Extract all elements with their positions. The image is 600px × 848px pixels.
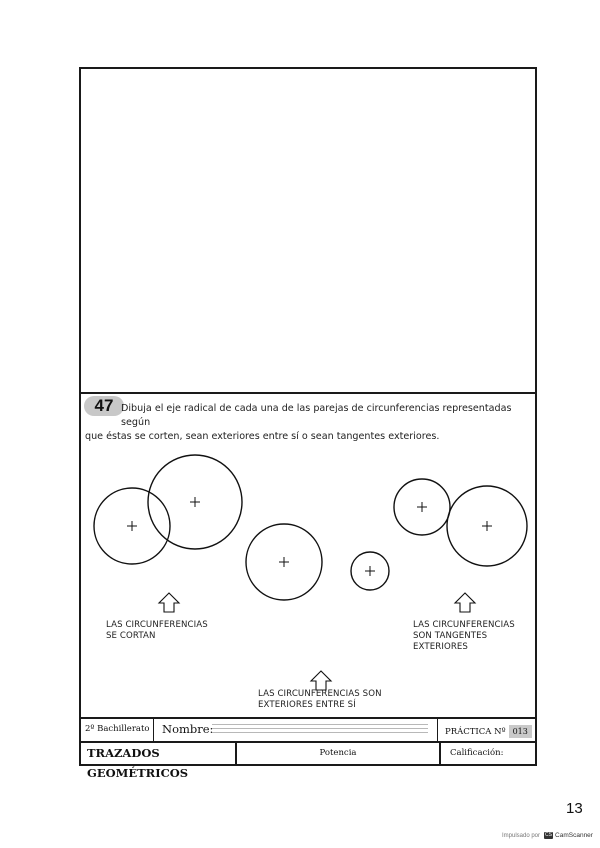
- name-writing-lines: [212, 724, 428, 736]
- label-se-cortan-line-2: SE CORTAN: [106, 631, 156, 641]
- arrow-up-exteriores-icon: [311, 671, 331, 690]
- center-mark-2: [190, 497, 200, 507]
- topic-name: Potencia: [235, 743, 439, 764]
- exercise-statement: [85, 402, 525, 444]
- label-exteriores-entre-si: [258, 689, 382, 711]
- label-se-cortan: [106, 620, 208, 642]
- name-label: Nombre:: [162, 722, 214, 736]
- arrow-up-tangentes-icon: [455, 593, 475, 612]
- label-exteriores-line-1: LAS CIRCUNFERENCIAS SON: [258, 689, 382, 699]
- footer-row-name: [81, 717, 535, 741]
- practice-number: 013: [509, 725, 532, 738]
- center-mark-1: [127, 521, 137, 531]
- label-tangentes-line-3: EXTERIORES: [413, 642, 468, 652]
- practice-cell: [437, 719, 537, 741]
- footer-row-subject: [81, 741, 535, 780]
- label-tangentes-line-1: LAS CIRCUNFERENCIAS: [413, 620, 515, 630]
- center-mark-6: [482, 521, 492, 531]
- exercise-line-1: Dibuja el eje radical de cada una de las parejas de circunferencias representadas según: [121, 403, 512, 428]
- label-exteriores-line-2: EXTERIORES ENTRE SÍ: [258, 700, 356, 710]
- label-tangentes-line-2: SON TANGENTES: [413, 631, 488, 641]
- page-number: 13: [566, 800, 583, 817]
- course-level: 2º Bachillerato: [85, 724, 150, 734]
- label-se-cortan-line-1: LAS CIRCUNFERENCIAS: [106, 620, 208, 630]
- center-mark-5: [417, 502, 427, 512]
- exercise-number-badge: 47: [84, 396, 124, 416]
- worksheet-frame: [79, 67, 537, 780]
- label-tangentes-exteriores: [413, 620, 515, 653]
- center-mark-4: [365, 566, 375, 576]
- practice-label: PRÁCTICA Nº: [445, 727, 506, 737]
- name-cell: [153, 719, 433, 741]
- arrow-up-cortan-icon: [159, 593, 179, 612]
- center-mark-3: [279, 557, 289, 567]
- grade-label: Calificación:: [439, 743, 537, 764]
- camscanner-logo-icon: CS: [545, 832, 552, 838]
- subject-title: TRAZADOS GEOMÉTRICOS: [87, 746, 189, 780]
- scanner-name: CamScanner: [555, 832, 593, 840]
- exercise-line-2: que éstas se corten, sean exteriores entre sí o sean tangentes exteriores.: [85, 431, 440, 442]
- scanner-watermark: [502, 832, 593, 839]
- scanner-prefix: Impulsado por: [502, 833, 541, 840]
